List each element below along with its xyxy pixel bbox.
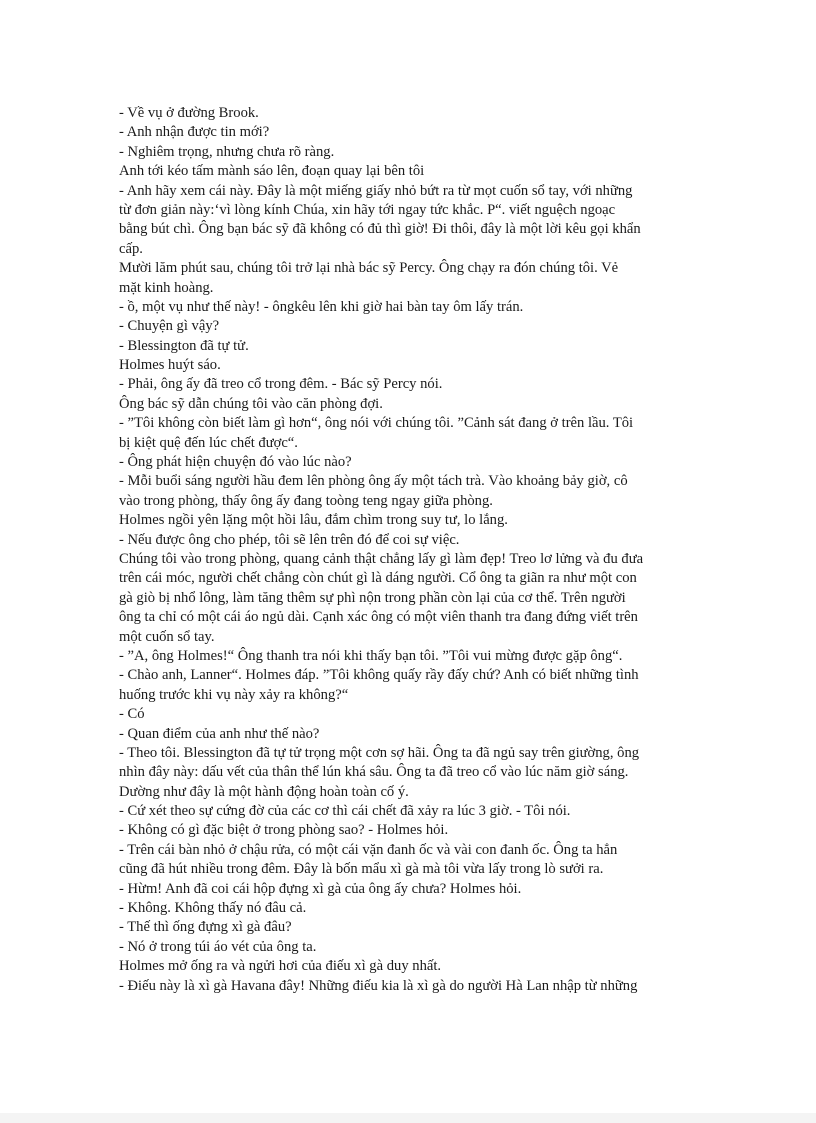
text-line: Holmes mở ống ra và ngửi hơi của điếu xì gà duy nhất. <box>119 958 442 975</box>
text-line: - Theo tôi. Blessington đã tự tử trọng một cơn sợ hãi. Ông ta đã ngủ say trên giường, ông <box>119 744 640 761</box>
text-line: - Chào anh, Lanner“. Holmes đáp. ”Tôi không quấy rầy đấy chứ? Anh có biết những tình <box>119 667 639 684</box>
text-line: - Hừm! Anh đã coi cái hộp đựng xì gà của ông ấy chưa? Holmes hỏi. <box>119 880 522 897</box>
text-line: - ”A, ông Holmes!“ Ông thanh tra nói khi thấy bạn tôi. ”Tôi vui mừng được gặp ông“. <box>119 647 623 664</box>
text-line: - Thế thì ống đựng xì gà đâu? <box>119 919 292 936</box>
body-text <box>119 104 701 996</box>
text-line: Anh tới kéo tấm mành sáo lên, đoạn quay lại bên tôi <box>119 163 425 180</box>
text-line: Ông bác sỹ dẫn chúng tôi vào căn phòng đợi. <box>119 395 383 412</box>
text-line: - ”Tôi không còn biết làm gì hơn“, ông nói với chúng tôi. ”Cảnh sát đang ở trên lầu. Tôi <box>119 415 634 432</box>
text-line: - Trên cái bàn nhỏ ở chậu rửa, có một cái vặn đanh ốc và vài con đanh ốc. Ông ta hẳn <box>119 841 618 858</box>
text-line: Chúng tôi vào trong phòng, quang cảnh thật chẳng lấy gì làm đẹp! Treo lơ lửng và đu đưa <box>119 550 644 567</box>
text-line: Holmes huýt sáo. <box>119 357 221 374</box>
text-line: - Blessington đã tự tử. <box>119 337 249 354</box>
text-line: Dường như đây là một hành động hoàn toàn cố ý. <box>119 783 409 800</box>
text-line: nhìn đây này: dấu vết của thân thể lún khá sâu. Ông ta đã treo cổ vào lúc năm giờ sáng. <box>119 764 629 781</box>
text-line: - Có <box>119 706 145 723</box>
text-line: - Anh hãy xem cái này. Đây là một miếng giấy nhỏ bứt ra từ mọt cuốn sổ tay, với những <box>119 182 633 199</box>
text-line: gà giò bị nhổ lông, làm tăng thêm sự phì nộn trong phần còn lại của cơ thể. Trên người <box>119 589 626 606</box>
text-line: - Về vụ ở đường Brook. <box>119 105 259 121</box>
text-line: - Ông phát hiện chuyện đó vào lúc nào? <box>119 454 352 471</box>
text-line: - Cứ xét theo sự cứng đờ của các cơ thì cái chết đã xảy ra lúc 3 giờ. - Tôi nói. <box>119 803 571 820</box>
text-line: Holmes ngồi yên lặng một hồi lâu, đắm chìm trong suy tư, lo lắng. <box>119 512 508 529</box>
text-line: - Điếu này là xì gà Havana đây! Những điếu kia là xì gà do người Hà Lan nhập từ những <box>119 977 638 994</box>
text-line: ông ta chỉ có một cái áo ngủ dài. Cạnh xác ông có một viên thanh tra đang đứng viết trên <box>119 609 638 626</box>
text-line: - Nếu được ông cho phép, tôi sẽ lên trên đó để coi sự việc. <box>119 531 460 548</box>
text-line: - Không có gì đặc biệt ở trong phòng sao? - Holmes hỏi. <box>119 822 449 839</box>
text-line: cấp. <box>119 240 143 257</box>
text-line: - Nghiêm trọng, nhưng chưa rõ ràng. <box>119 143 335 160</box>
text-line: vào trong phòng, thấy ông ấy đang toòng teng ngay giữa phòng. <box>119 492 493 509</box>
text-line: cũng đã hút nhiều trong đêm. Đây là bốn mẩu xì gà mà tôi vừa lấy trong lò sưởi ra. <box>119 861 604 878</box>
text-line: một cuốn sổ tay. <box>119 628 215 645</box>
page-bottom-edge <box>0 1113 816 1123</box>
text-line: huống trước khi vụ này xảy ra không?“ <box>119 686 349 703</box>
text-line: bị kiệt quệ đến lúc chết được“. <box>119 434 298 451</box>
text-line: - Không. Không thấy nó đâu cả. <box>119 900 307 917</box>
text-line: trên cái móc, người chết chẳng còn chút gì là dáng người. Cổ ông ta giãn ra như một con <box>119 570 637 587</box>
text-line: - Chuyện gì vậy? <box>119 318 220 335</box>
text-line: bằng bút chì. Ông bạn bác sỹ đã không có đủ thì giờ! Đi thôi, đây là một lời kêu gọi khẩn <box>119 221 641 238</box>
text-line: Mười lăm phút sau, chúng tôi trở lại nhà bác sỹ Percy. Ông chạy ra đón chúng tôi. Vẻ <box>119 260 619 277</box>
text-line: - Mỗi buổi sáng người hầu đem lên phòng ông ấy một tách trà. Vào khoảng bảy giờ, cô <box>119 473 628 490</box>
text-line: mặt kinh hoàng. <box>119 279 214 296</box>
text-line: - Quan điểm của anh như thế nào? <box>119 725 320 742</box>
text-line: từ đơn giản này:‘vì lòng kính Chúa, xin hãy tới ngay tức khắc. P“. viết nguệch ngoạc <box>119 201 616 218</box>
text-line: - ồ, một vụ như thế này! - ôngkêu lên khi giờ hai bàn tay ôm lấy trán. <box>119 298 524 315</box>
text-line: - Anh nhận được tin mới? <box>119 124 270 141</box>
text-line: - Phải, ông ấy đã treo cổ trong đêm. - Bác sỹ Percy nói. <box>119 376 443 393</box>
text-line: - Nó ở trong túi áo vét của ông ta. <box>119 938 317 955</box>
